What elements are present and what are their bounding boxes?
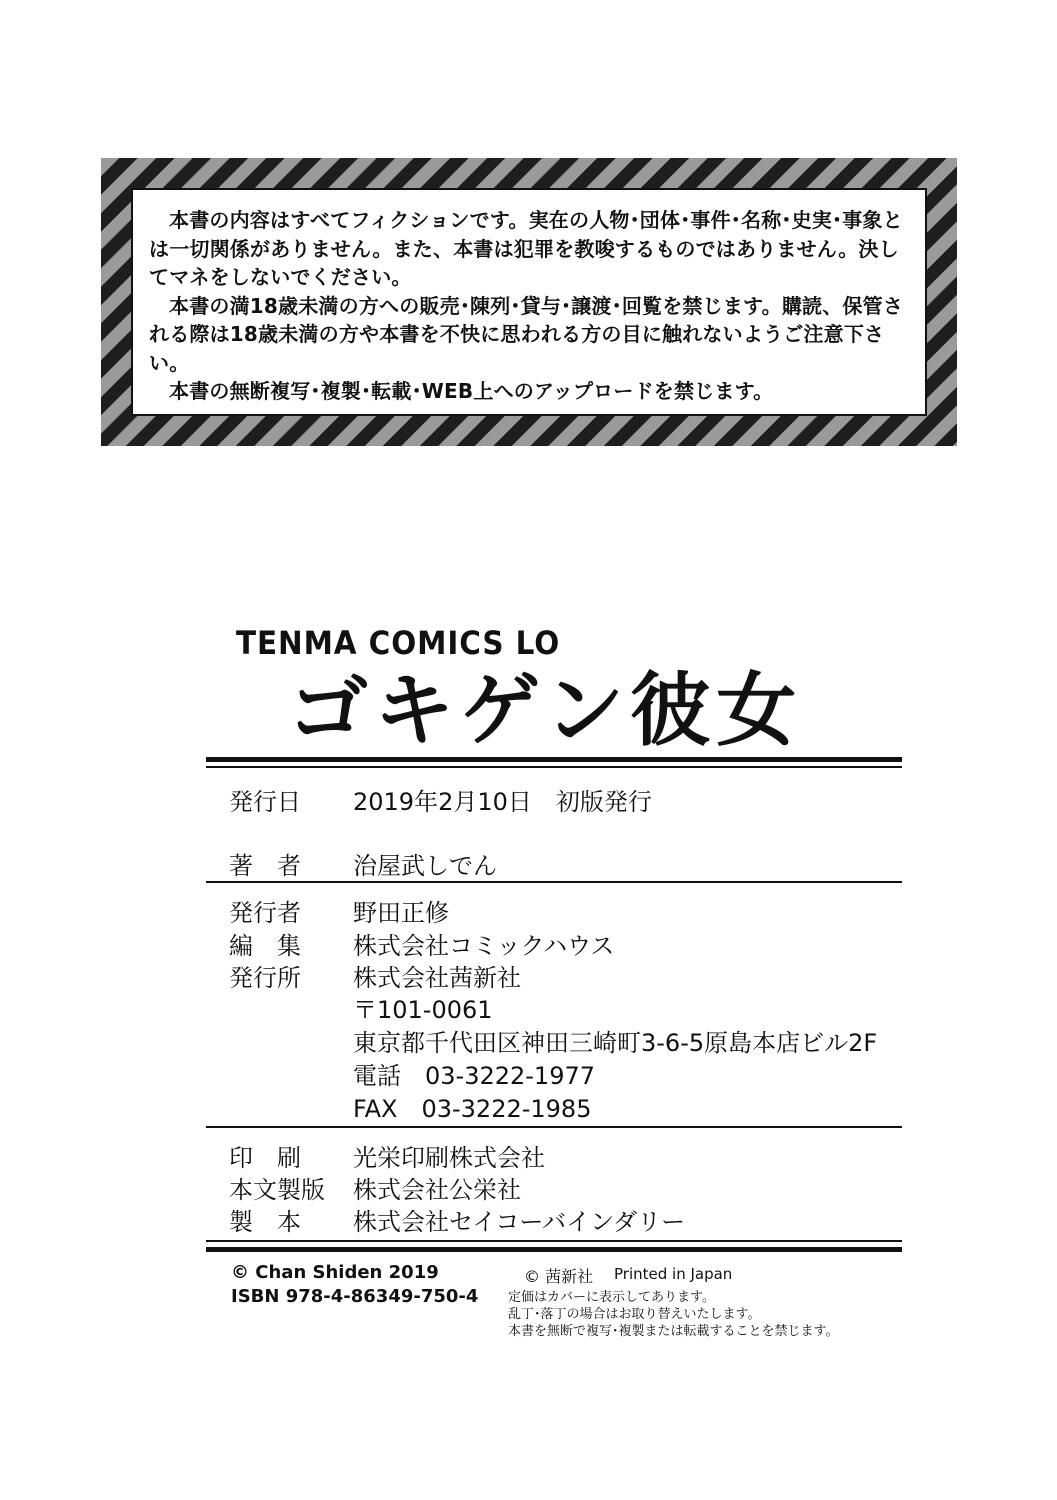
editor-label: 編 集 [229,932,301,960]
plate-row [229,1170,521,1205]
notice-box [101,158,957,446]
plate-value: 株式会社公栄社 [353,1176,521,1204]
fax: FAX 03-3222-1985 [353,1095,592,1123]
postal-code: 〒101-0061 [353,996,493,1024]
publisher-copyright: © 茜新社 [524,1267,594,1286]
printer-value: 光栄印刷株式会社 [353,1144,545,1172]
publish-date-value: 2019年2月10日 初版発行 [353,788,652,816]
printer-label: 印 刷 [229,1144,301,1172]
note-copy-prohibited: 本書を無断で複写･複製または転載することを禁じます。 [508,1324,839,1339]
divider-bottom-thin [206,1240,902,1242]
publish-date-row [229,782,652,817]
note-replacement: 乱丁･落丁の場合はお取り替えいたします。 [508,1307,761,1322]
publisher-label: 発行所 [229,964,301,992]
divider-top-thin [206,766,902,768]
editor-row [229,926,614,961]
publisher-person-value: 野田正修 [353,899,449,927]
publisher-person-row [229,893,449,928]
publish-date-label: 発行日 [229,788,301,816]
binding-value: 株式会社セイコーバインダリー [353,1208,686,1236]
divider-bottom-thick [206,1247,902,1252]
printer-row [229,1138,545,1173]
address: 東京都千代田区神田三崎町3-6-5原島本店ビル2F [353,1029,878,1057]
divider-1 [206,881,902,883]
copyright: © Chan Shiden 2019 [231,1262,439,1283]
publisher-person-label: 発行者 [229,899,301,927]
author-row [229,846,497,881]
divider-top-thick [206,757,902,762]
author-value: 治屋武しでん [353,852,497,880]
plate-label: 本文製版 [229,1176,325,1204]
note-price: 定価はカバーに表示してあります。 [508,1290,715,1305]
series-name: TENMA COMICS LO [236,624,561,662]
phone: 電話 03-3222-1977 [353,1062,596,1090]
binding-label: 製 本 [229,1208,301,1236]
notice-text [149,206,911,406]
isbn: ISBN 978-4-86349-750-4 [231,1286,479,1307]
printed-in-japan: Printed in Japan [614,1265,733,1283]
notice-paragraph-fiction: 本書の内容はすべてフィクションです。実在の人物･団体･事件･名称･史実･事象とは一切関係がありません。また、本書は犯罪を教唆するものではありません。決してマネをしないでください。 [149,208,903,289]
binding-row [229,1202,685,1237]
notice-paragraph-copy: 本書の無断複写･複製･転載･WEB上へのアップロードを禁じます。 [169,379,774,403]
notice-paragraph-age: 本書の満18歳未満の方への販売･陳列･貸与･譲渡･回覧を禁じます。購読、保管される際は18歳未満の方や本書を不快に思われる方の目に触れないようご注意下さい。 [149,293,904,375]
author-label: 著 者 [229,852,301,880]
publisher-row [229,958,521,993]
book-title: ゴキゲン彼女 [288,664,803,757]
publisher-value: 株式会社茜新社 [353,964,521,992]
divider-2 [206,1126,902,1128]
editor-value: 株式会社コミックハウス [353,932,615,960]
notice-panel [131,188,927,416]
